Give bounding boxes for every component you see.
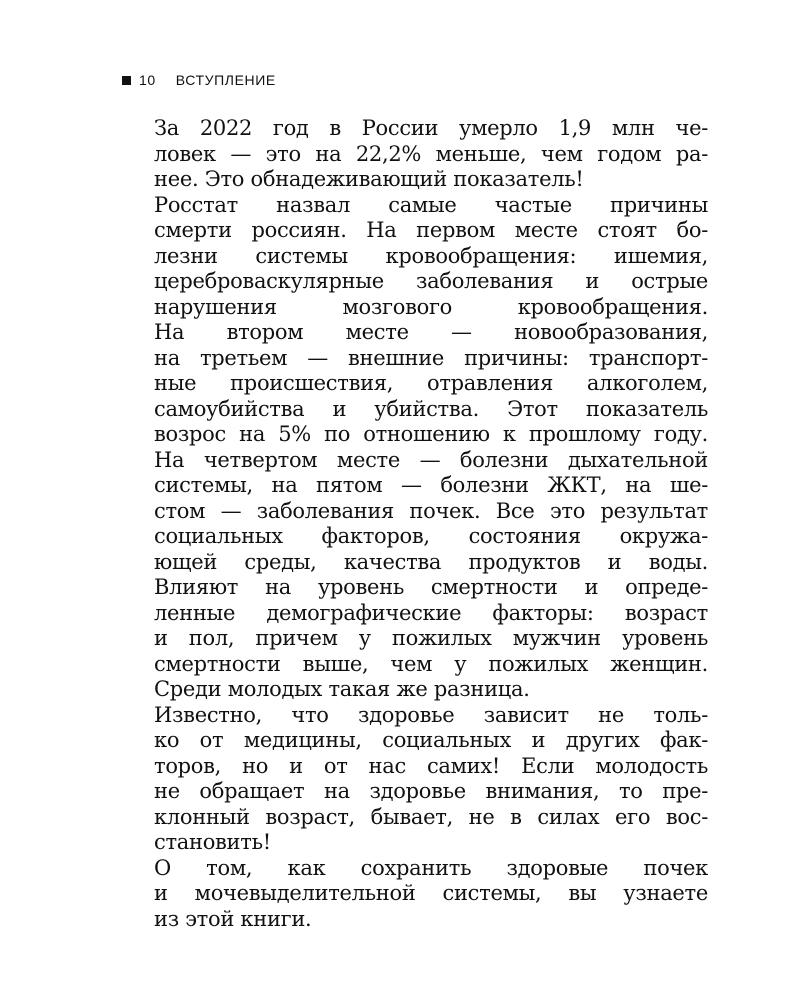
text-line: ющей среды, качества продуктов и воды. (154, 549, 708, 574)
text-line: Влияют на уровень смертности и опреде- (154, 575, 708, 599)
text-line: клонный возраст, бывает, не в силах его вос- (154, 804, 708, 829)
text-line: Среди молодых такая же разница. (154, 677, 530, 701)
paragraph-2 (124, 193, 708, 703)
text-line: системы, на пятом — болезни ЖКТ, на ше- (154, 473, 708, 497)
text-line: возрос на 5% по отношению к прошлому году. (154, 422, 708, 446)
paragraph-3 (124, 703, 708, 856)
text-line: цереброваскулярные заболевания и острые (154, 269, 708, 293)
text-line: самоубийства и убийства. Этот показатель (154, 396, 708, 421)
text-line: нее. Это обнадеживающий показатель! (154, 167, 584, 191)
text-line: торов, но и от нас самих! Если молодость (154, 753, 708, 778)
text-line: смертности выше, чем у пожилых женщин. (154, 651, 708, 676)
text-line: смерти россиян. На первом месте стоят бо- (154, 218, 708, 242)
text-line: Известно, что здоровье зависит не толь- (154, 702, 708, 727)
text-line: ловек — это на 22,2% меньше, чем годом ра- (154, 141, 708, 166)
text-line: Росстат назвал самые частые причины (154, 192, 708, 217)
text-line: нарушения мозгового кровообращения. (154, 294, 708, 319)
running-head (122, 72, 276, 88)
text-line: на третьем — внешние причины: транспорт- (154, 345, 708, 370)
section-title: ВСТУПЛЕНИЕ (175, 72, 276, 88)
text-line: из этой книги. (154, 906, 312, 931)
paragraph-4 (124, 856, 708, 933)
text-line: На втором месте — новообразования, (154, 320, 708, 344)
text-line: социальных факторов, состояния окружа- (154, 524, 708, 548)
body-text (124, 116, 708, 932)
text-line: ленные демографические факторы: возраст (154, 600, 708, 625)
text-line: На четвертом месте — болезни дыхательной (154, 447, 708, 472)
text-line: лезни системы кровообращения: ишемия, (154, 243, 708, 268)
text-line: За 2022 год в России умерло 1,9 млн че- (154, 116, 708, 140)
text-line: не обращает на здоровье внимания, то пре- (154, 779, 708, 803)
text-line: и пол, причем у пожилых мужчин уровень (154, 626, 708, 650)
text-line: ные происшествия, отравления алкоголем, (154, 371, 708, 395)
text-line: становить! (154, 830, 271, 854)
page-number: 10 (139, 72, 156, 88)
text-line: ко от медицины, социальных и других фак- (154, 728, 708, 752)
paragraph-1 (124, 116, 708, 193)
text-line: О том, как сохранить здоровые почек (154, 855, 708, 880)
text-line: стом — заболевания почек. Все это результат (154, 498, 708, 523)
header-bullet-icon (122, 76, 131, 85)
text-line: и мочевыделительной системы, вы узнаете (154, 881, 708, 905)
